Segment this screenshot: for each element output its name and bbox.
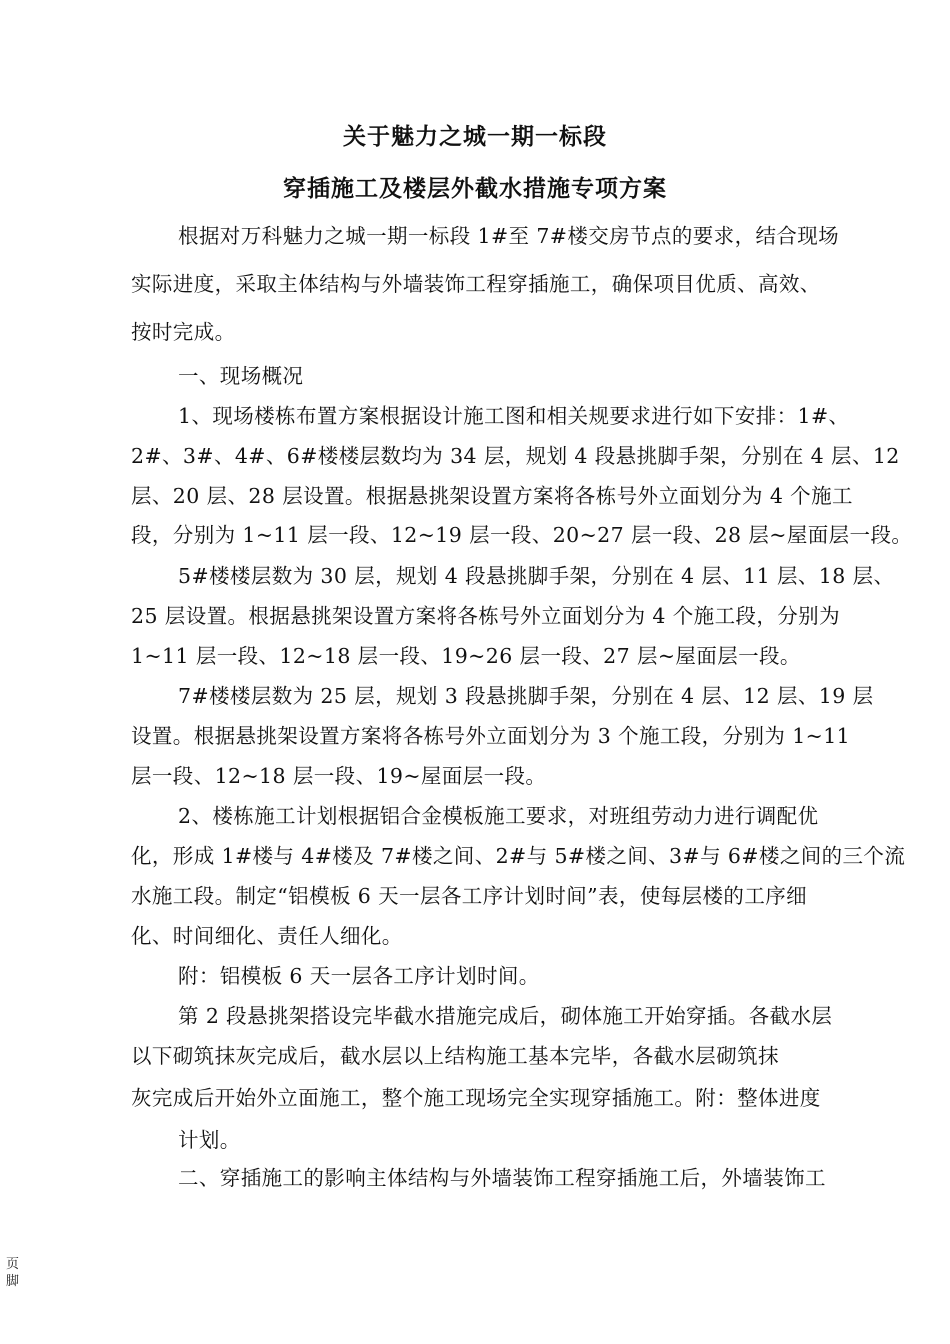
section-heading: 二、穿插施工的影响主体结构与外墙装饰工程穿插施工后，外墙装饰工 <box>178 1166 826 1190</box>
document-title-line-2: 穿插施工及楼层外截水措施专项方案 <box>283 176 667 202</box>
paragraph-line: 化，形成 1#楼与 4#楼及 7#楼之间、2#与 5#楼之间、3#与 6#楼之间的三个流 <box>131 844 906 868</box>
paragraph-line: 设置。根据悬挑架设置方案将各栋号外立面划分为 3 个施工段，分别为 1~11 <box>131 724 851 748</box>
paragraph-line: 层一段、12~18 层一段、19~屋面层一段。 <box>131 764 547 788</box>
paragraph-line: 水施工段。制定“铝模板 6 天一层各工序计划时间”表，使每层楼的工序细 <box>131 884 808 908</box>
paragraph-line: 2、楼栋施工计划根据铝合金模板施工要求，对班组劳动力进行调配优 <box>178 804 819 828</box>
paragraph-line: 25 层设置。根据悬挑架设置方案将各栋号外立面划分为 4 个施工段，分别为 <box>131 604 840 628</box>
paragraph-line: 附：铝模板 6 天一层各工序计划时间。 <box>178 964 540 988</box>
paragraph-line: 层、20 层、28 层设置。根据悬挑架设置方案将各栋号外立面划分为 4 个施工 <box>131 484 853 508</box>
footer-label-line-1: 页 <box>6 1257 20 1272</box>
paragraph-line: 以下砌筑抹灰完成后，截水层以上结构施工基本完毕，各截水层砌筑抹 <box>131 1044 779 1068</box>
paragraph-line: 根据对万科魅力之城一期一标段 1#至 7#楼交房节点的要求，结合现场 <box>178 224 840 248</box>
paragraph-line: 灰完成后开始外立面施工，整个施工现场完全实现穿插施工。附：整体进度 <box>131 1086 821 1110</box>
paragraph-line: 1、现场楼栋布置方案根据设计施工图和相关规要求进行如下安排：1#、 <box>178 404 850 428</box>
paragraph-line: 计划。 <box>178 1128 241 1152</box>
paragraph-line: 7#楼楼层数为 25 层，规划 3 段悬挑脚手架，分别在 4 层、12 层、19 层 <box>178 684 874 708</box>
paragraph-line: 化、时间细化、责任人细化。 <box>131 924 403 948</box>
paragraph-line: 第 2 段悬挑架搭设完毕截水措施完成后，砌体施工开始穿插。各截水层 <box>178 1004 833 1028</box>
document-title-line-1: 关于魅力之城一期一标段 <box>343 124 607 150</box>
footer-label <box>6 1256 19 1290</box>
paragraph-line: 5#楼楼层数为 30 层，规划 4 段悬挑脚手架，分别在 4 层、11 层、18 层、 <box>178 564 895 588</box>
section-heading: 一、现场概况 <box>178 364 304 388</box>
paragraph-line: 1~11 层一段、12~18 层一段、19~26 层一段、27 层~屋面层一段。 <box>131 644 801 668</box>
paragraph-line: 2#、3#、4#、6#楼楼层数均为 34 层，规划 4 段悬挑脚手架，分别在 4 层、12 <box>131 444 900 468</box>
paragraph-line: 按时完成。 <box>131 320 236 344</box>
footer-label-line-2: 脚 <box>6 1274 20 1289</box>
paragraph-line: 实际进度，采取主体结构与外墙装饰工程穿插施工，确保项目优质、高效、 <box>131 272 821 296</box>
paragraph-line: 段，分别为 1~11 层一段、12~19 层一段、20~27 层一段、28 层~屋面层一段。 <box>131 523 913 547</box>
